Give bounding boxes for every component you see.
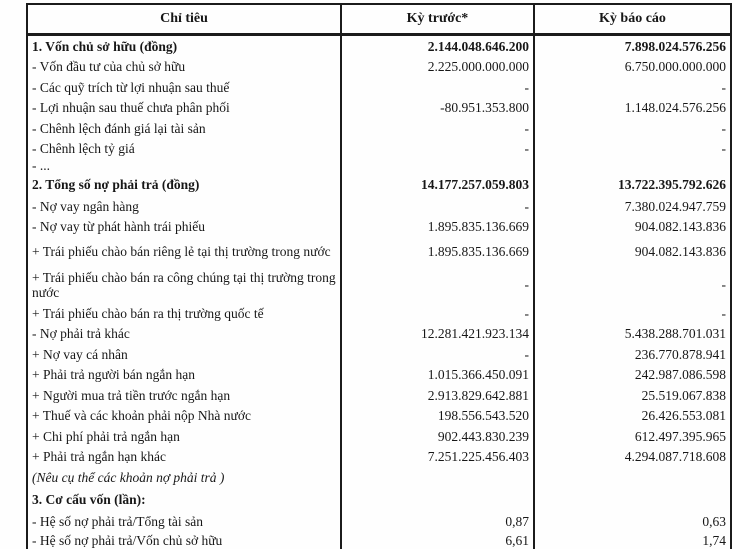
table-row [27,98,731,119]
previous-period-value: - [341,77,534,98]
previous-period-value: - [341,196,534,217]
row-label: - ... [27,159,341,174]
reporting-period-value: 6.750.000.000.000 [534,57,731,78]
reporting-period-value: 1.148.024.576.256 [534,98,731,119]
table-row [27,467,731,489]
reporting-period-value [534,467,731,489]
row-label: - Vốn đầu tư của chủ sở hữu [27,57,341,78]
table-row [27,532,731,549]
table-row [27,237,731,267]
reporting-period-value: 4.294.087.718.608 [534,447,731,468]
reporting-period-value: 26.426.553.081 [534,406,731,427]
reporting-period-value: 1,74 [534,532,731,549]
table-row [27,35,731,57]
row-label: 3. Cơ cấu vốn (lần): [27,489,341,511]
reporting-period-value: 0,63 [534,511,731,532]
previous-period-value: 1.895.835.136.669 [341,237,534,267]
row-label: + Người mua trả tiền trước ngắn hạn [27,385,341,406]
column-header-reporting-period: Kỳ báo cáo [534,4,731,35]
previous-period-value: - [341,267,534,303]
reporting-period-value: - [534,139,731,160]
row-label: + Phải trả người bán ngắn hạn [27,365,341,386]
previous-period-value: 2.913.829.642.881 [341,385,534,406]
previous-period-value [341,159,534,174]
table-row [27,447,731,468]
reporting-period-value: - [534,267,731,303]
table-row [27,426,731,447]
previous-period-value: - [341,118,534,139]
reporting-period-value: - [534,77,731,98]
header-row [27,4,731,35]
table-row [27,77,731,98]
previous-period-value: 2.225.000.000.000 [341,57,534,78]
table-body [27,35,731,549]
previous-period-value: -80.951.353.800 [341,98,534,119]
row-label: - Nợ phải trả khác [27,324,341,345]
row-label: - Nợ vay từ phát hành trái phiếu [27,217,341,238]
table-row [27,217,731,238]
row-label: (Nêu cụ thể các khoản nợ phải trả ) [27,467,341,489]
table-row [27,365,731,386]
reporting-period-value: 904.082.143.836 [534,217,731,238]
previous-period-value: 0,87 [341,511,534,532]
reporting-period-value [534,489,731,511]
reporting-period-value: 612.497.395.965 [534,426,731,447]
row-label: - Các quỹ trích từ lợi nhuận sau thuế [27,77,341,98]
table-row [27,267,731,303]
table-row [27,174,731,196]
reporting-period-value: 5.438.288.701.031 [534,324,731,345]
row-label: + Chi phí phải trả ngắn hạn [27,426,341,447]
previous-period-value: 6,61 [341,532,534,549]
previous-period-value: - [341,344,534,365]
row-label: + Trái phiếu chào bán ra công chúng tại thị trường trong nước [27,267,341,303]
column-header-criteria: Chỉ tiêu [27,4,341,35]
reporting-period-value: 236.770.878.941 [534,344,731,365]
row-label: 1. Vốn chủ sở hữu (đồng) [27,35,341,57]
table-row [27,406,731,427]
previous-period-value: 14.177.257.059.803 [341,174,534,196]
reporting-period-value: 7.898.024.576.256 [534,35,731,57]
row-label: + Trái phiếu chào bán riêng lẻ tại thị trường trong nước [27,237,341,267]
row-label: - Chênh lệch đánh giá lại tài sản [27,118,341,139]
table-row [27,324,731,345]
row-label: + Thuế và các khoản phải nộp Nhà nước [27,406,341,427]
reporting-period-value: - [534,303,731,324]
table-row [27,159,731,174]
previous-period-value: 2.144.048.646.200 [341,35,534,57]
previous-period-value: 12.281.421.923.134 [341,324,534,345]
row-label: - Chênh lệch tỷ giá [27,139,341,160]
table-row [27,196,731,217]
row-label: 2. Tổng số nợ phải trả (đồng) [27,174,341,196]
reporting-period-value [534,159,731,174]
row-label: + Trái phiếu chào bán ra thị trường quốc tế [27,303,341,324]
previous-period-value [341,489,534,511]
table-row [27,344,731,365]
row-label: - Hệ số nợ phải trả/Tổng tài sản [27,511,341,532]
table-row [27,303,731,324]
row-label: + Nợ vay cá nhân [27,344,341,365]
previous-period-value: 1.015.366.450.091 [341,365,534,386]
previous-period-value: 7.251.225.456.403 [341,447,534,468]
reporting-period-value: - [534,118,731,139]
table-row [27,118,731,139]
financial-table [26,3,732,549]
reporting-period-value: 904.082.143.836 [534,237,731,267]
row-label: - Lợi nhuận sau thuế chưa phân phối [27,98,341,119]
reporting-period-value: 242.987.086.598 [534,365,731,386]
table-row [27,57,731,78]
table-row [27,489,731,511]
reporting-period-value: 7.380.024.947.759 [534,196,731,217]
previous-period-value [341,467,534,489]
row-label: - Hệ số nợ phải trả/Vốn chủ sở hữu [27,532,341,549]
previous-period-value: 1.895.835.136.669 [341,217,534,238]
row-label: + Phải trả ngắn hạn khác [27,447,341,468]
previous-period-value: 902.443.830.239 [341,426,534,447]
column-header-previous-period: Kỳ trước* [341,4,534,35]
reporting-period-value: 13.722.395.792.626 [534,174,731,196]
row-label: - Nợ vay ngân hàng [27,196,341,217]
table-row [27,139,731,160]
previous-period-value: 198.556.543.520 [341,406,534,427]
previous-period-value: - [341,303,534,324]
table-row [27,511,731,532]
reporting-period-value: 25.519.067.838 [534,385,731,406]
previous-period-value: - [341,139,534,160]
table-row [27,385,731,406]
